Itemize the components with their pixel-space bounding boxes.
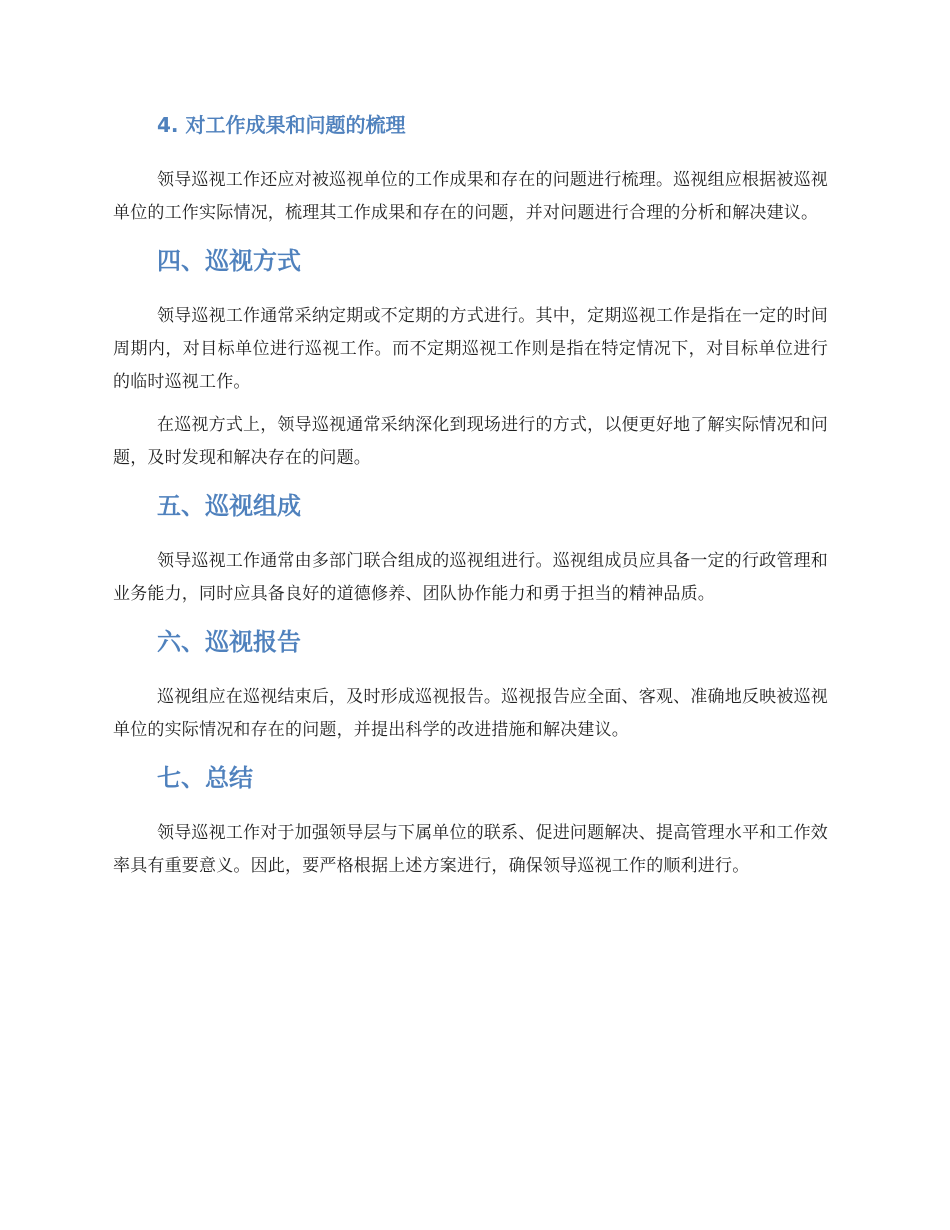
section-heading-inspection-report: 六、巡视报告 <box>157 628 301 656</box>
section-heading-inspection-method: 四、巡视方式 <box>157 247 301 275</box>
section-heading-work-results: 4. 对工作成果和问题的梳理 <box>157 113 406 137</box>
paragraph-inspection-method-2: 在巡视方式上，领导巡视通常采纳深化到现场进行的方式，以便更好地了解实际情况和问题，及时发现和解决存在的问题。 <box>113 415 828 468</box>
paragraph-inspection-method-1: 领导巡视工作通常采纳定期或不定期的方式进行。其中，定期巡视工作是指在一定的时间周期内，对目标单位进行巡视工作。而不定期巡视工作则是指在特定情况下，对目标单位进行的临时巡视工作。 <box>113 306 828 392</box>
paragraph-inspection-team: 领导巡视工作通常由多部门联合组成的巡视组进行。巡视组成员应具备一定的行政管理和业务能力，同时应具备良好的道德修养、团队协作能力和勇于担当的精神品质。 <box>113 551 828 604</box>
paragraph-summary: 领导巡视工作对于加强领导层与下属单位的联系、促进问题解决、提高管理水平和工作效率具有重要意义。因此，要严格根据上述方案进行，确保领导巡视工作的顺利进行。 <box>113 823 828 876</box>
document-content <box>113 110 828 893</box>
section-heading-inspection-team: 五、巡视组成 <box>157 492 301 520</box>
paragraph-work-results: 领导巡视工作还应对被巡视单位的工作成果和存在的问题进行梳理。巡视组应根据被巡视单位的工作实际情况，梳理其工作成果和存在的问题，并对问题进行合理的分析和解决建议。 <box>113 170 828 223</box>
section-heading-summary: 七、总结 <box>157 764 253 792</box>
paragraph-inspection-report: 巡视组应在巡视结束后，及时形成巡视报告。巡视报告应全面、客观、准确地反映被巡视单位的实际情况和存在的问题，并提出科学的改进措施和解决建议。 <box>113 687 828 740</box>
